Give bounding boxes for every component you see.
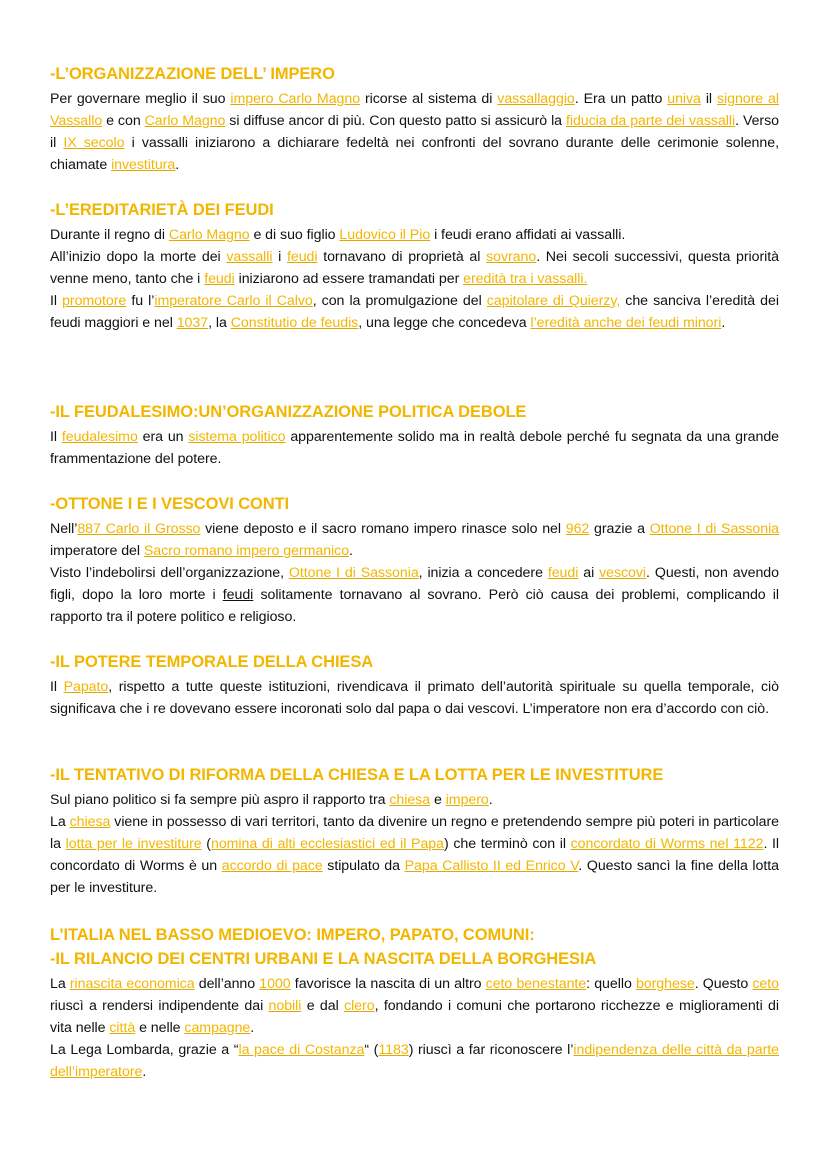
text-run: e <box>430 792 446 808</box>
highlighted-term: nobili <box>268 998 302 1014</box>
highlighted-term: Ottone I di Sassonia <box>288 565 419 581</box>
highlighted-term: 962 <box>565 521 590 537</box>
text-run: e dal <box>301 998 345 1014</box>
paragraph <box>50 224 779 246</box>
paragraph <box>50 518 779 562</box>
text-run: . Questo <box>694 976 753 992</box>
highlighted-term: signore al Vassallo <box>50 91 779 129</box>
highlighted-term: concordato di Worms nel 1122 <box>570 836 764 852</box>
highlighted-term: vassalli <box>226 249 273 265</box>
highlighted-term: 1037 <box>176 315 209 331</box>
text-run: , fondando i comuni che portarono ricchezze e miglioramenti di vita nelle <box>50 998 779 1036</box>
highlighted-term: chiesa <box>69 814 111 830</box>
text-run: La <box>50 814 70 830</box>
text-run: . Nei secoli successivi, questa priorità venne meno, tanto che i <box>50 249 780 287</box>
highlighted-term: vassallaggio <box>497 91 575 107</box>
highlighted-term: feudi <box>547 565 579 581</box>
text-run: ( <box>201 836 211 852</box>
section-heading: -L’ORGANIZZAZIONE DELL’ IMPERO <box>50 65 335 83</box>
highlighted-term: indipendenza delle città da parte dell’imperatore <box>50 1042 779 1080</box>
highlighted-term: ceto benestante <box>485 976 587 992</box>
section-body <box>50 426 779 470</box>
paragraph <box>50 290 779 334</box>
text-run: Il <box>50 293 63 309</box>
text-run: i vassalli iniziarono a dichiarare fedeltà nei confronti del sovrano durante delle cerimonie solenne, chiamate <box>50 135 779 173</box>
paragraph <box>50 973 779 1039</box>
paragraph <box>50 1039 779 1083</box>
text-run: “ ( <box>364 1042 379 1058</box>
text-run: . <box>721 315 726 331</box>
text-run: iniziarono ad essere tramandati per <box>234 271 464 287</box>
highlighted-term: campagne <box>184 1020 251 1036</box>
highlighted-term: investitura <box>111 157 176 173</box>
highlighted-term: sistema politico <box>188 429 286 445</box>
section-organizzazione-impero <box>50 64 779 176</box>
text-run: apparentemente solido ma in realtà debole perché fu segnata da una grande frammentazione del potere. <box>50 429 779 467</box>
section-heading: -OTTONE I E I VESCOVI CONTI <box>50 495 290 513</box>
text-run: . Era un patto <box>574 91 668 107</box>
text-run: . Verso il <box>50 113 779 151</box>
highlighted-term: Papato <box>63 679 109 695</box>
section-subheading: -IL RILANCIO DEI CENTRI URBANI E LA NASCITA DELLA BORGHESIA <box>50 950 597 968</box>
text-run: Visto l’indebolirsi dell’organizzazione, <box>50 565 289 581</box>
paragraph <box>50 246 779 290</box>
text-run: . Questo sancì la fine della lotta per le investiture. <box>50 858 780 896</box>
paragraph <box>50 88 779 176</box>
text-run: . <box>250 1020 255 1036</box>
text-run: Nell’ <box>50 521 78 537</box>
section-heading: -IL TENTATIVO DI RIFORMA DELLA CHIESA E LA LOTTA PER LE INVESTITURE <box>50 766 664 784</box>
text-run: viene in possesso di vari territori, tanto da divenire un regno e pretendendo sempre più poteri in particolare la <box>50 814 779 852</box>
section-ereditarieta-feudi <box>50 200 779 334</box>
highlighted-term: Ottone I di Sassonia <box>649 521 780 537</box>
highlighted-term: impero <box>445 792 489 808</box>
highlighted-term: chiesa <box>389 792 431 808</box>
text-run: e nelle <box>135 1020 185 1036</box>
highlighted-term: la pace di Costanza <box>238 1042 365 1058</box>
text-run: . Il concordato di Worms è un <box>50 836 780 874</box>
section-heading: -IL POTERE TEMPORALE DELLA CHIESA <box>50 653 374 671</box>
highlighted-term: feudi <box>286 249 318 265</box>
highlighted-term: 1183 <box>378 1042 409 1058</box>
text-run: dell’anno <box>194 976 260 992</box>
text-run: . <box>349 543 353 559</box>
text-run: si diffuse ancor di più. Con questo patto si assicurò la <box>225 113 566 129</box>
underlined-term: feudi <box>222 587 254 603</box>
text-run: , rispetto a tutte queste istituzioni, rivendicava il primato dell’autorità spirituale su quella temporale, ciò significava che i re dovevano essere incoronati solo dal papa o dai vescovi. L’imperatore non era d’accordo con ciò. <box>50 679 780 717</box>
text-run: favorisce la nascita di un altro <box>290 976 486 992</box>
highlighted-term: rinascita economica <box>69 976 195 992</box>
text-run: i <box>272 249 287 265</box>
text-run: , inizia a concedere <box>418 565 548 581</box>
highlighted-term: capitolare di Quierzy, <box>486 293 621 309</box>
highlighted-term: clero <box>344 998 375 1014</box>
text-run: i feudi erano affidati ai vassalli. <box>430 227 626 243</box>
highlighted-term: feudalesimo <box>61 429 138 445</box>
text-run: Per governare meglio il suo <box>50 91 231 107</box>
section-body <box>50 224 779 334</box>
text-run: . Questi, non avendo figli, dopo la loro morte i <box>50 565 779 603</box>
highlighted-term: nomina di alti ecclesiastici ed il Papa <box>210 836 444 852</box>
text-run: Il <box>50 429 62 445</box>
highlighted-term: sovrano <box>486 249 537 265</box>
text-run: il <box>700 91 717 107</box>
text-run: imperatore del <box>50 543 144 559</box>
text-run: che sanciva l’eredità dei feudi maggiori e nel <box>50 293 779 331</box>
highlighted-term: ceto <box>752 976 780 992</box>
section-body <box>50 676 779 720</box>
text-run: ai <box>578 565 600 581</box>
text-run: era un <box>137 429 189 445</box>
paragraph <box>50 676 779 720</box>
text-run: riuscì a rendersi indipendente dai <box>50 998 269 1014</box>
text-run: viene deposto e il sacro romano impero rinasce solo nel <box>200 521 566 537</box>
highlighted-term: Sacro romano impero germanico <box>143 543 350 559</box>
text-run: tornavano di proprietà al <box>317 249 487 265</box>
paragraph <box>50 562 779 628</box>
highlighted-term: 887 Carlo il Grosso <box>77 521 201 537</box>
text-run: fu l’ <box>126 293 155 309</box>
section-heading: -L’EREDITARIETÀ DEI FEUDI <box>50 201 274 219</box>
section-heading: L’ITALIA NEL BASSO MEDIOEVO: IMPERO, PAPATO, COMUNI: <box>50 926 535 944</box>
highlighted-term: univa <box>667 91 701 107</box>
highlighted-term: vescovi <box>599 565 647 581</box>
paragraph <box>50 789 779 811</box>
highlighted-term: Ludovico il Pio <box>339 227 431 243</box>
text-run: La Lega Lombarda, grazie a “ <box>50 1042 239 1058</box>
highlighted-term: città <box>109 1020 136 1036</box>
text-run: Il <box>50 679 64 695</box>
text-run: , una legge che concedeva <box>358 315 531 331</box>
text-run: ricorse al sistema di <box>360 91 498 107</box>
text-run: e di suo figlio <box>249 227 340 243</box>
text-run: . <box>488 792 493 808</box>
text-run: grazie a <box>589 521 650 537</box>
text-run: stipulato da <box>322 858 405 874</box>
paragraph <box>50 426 779 470</box>
highlighted-term: borghese <box>635 976 695 992</box>
section-body <box>50 518 779 628</box>
highlighted-term: l’eredità anche dei feudi minori <box>530 315 722 331</box>
text-run: Durante il regno di <box>50 227 169 243</box>
section-heading: -IL FEUDALESIMO:UN’ORGANIZZAZIONE POLITICA DEBOLE <box>50 403 527 421</box>
highlighted-term: promotore <box>62 293 127 309</box>
highlighted-term: accordo di pace <box>221 858 323 874</box>
text-run: . <box>142 1064 147 1080</box>
section-ottone-vescovi-conti <box>50 494 779 628</box>
section-body <box>50 88 779 176</box>
paragraph <box>50 811 779 899</box>
text-run: Sul piano politico si fa sempre più aspro il rapporto tra <box>50 792 390 808</box>
text-run: , la <box>208 315 231 331</box>
highlighted-term: eredità tra i vassalli. <box>463 271 588 287</box>
section-feudalesimo <box>50 402 779 470</box>
highlighted-term: Carlo Magno <box>144 113 226 129</box>
highlighted-term: IX secolo <box>63 135 125 151</box>
highlighted-term: imperatore Carlo il Calvo <box>154 293 313 309</box>
text-run: ) riuscì a far riconoscere l’ <box>408 1042 574 1058</box>
text-run: ) che terminò con il <box>443 836 571 852</box>
section-potere-temporale-chiesa <box>50 652 779 720</box>
section-body <box>50 789 779 899</box>
highlighted-term: Constitutio de feudis <box>230 315 359 331</box>
text-run: : quello <box>586 976 636 992</box>
text-run: . <box>175 157 180 173</box>
highlighted-term: impero Carlo Magno <box>230 91 361 107</box>
highlighted-term: fiducia da parte dei vassalli <box>565 113 736 129</box>
section-lotta-investiture <box>50 765 779 899</box>
text-run: e con <box>102 113 145 129</box>
highlighted-term: feudi <box>204 271 235 287</box>
highlighted-term: Papa Callisto II ed Enrico V <box>404 858 579 874</box>
text-run: La <box>50 976 70 992</box>
text-run: All’inizio dopo la morte dei <box>50 249 227 265</box>
text-run: , con la promulgazione del <box>312 293 487 309</box>
highlighted-term: 1000 <box>259 976 291 992</box>
highlighted-term: lotta per le investiture <box>65 836 202 852</box>
section-body <box>50 973 779 1083</box>
section-italia-basso-medioevo <box>50 925 779 1083</box>
highlighted-term: Carlo Magno <box>168 227 250 243</box>
text-run: solitamente tornavano al sovrano. Però ciò causa dei problemi, complicando il rapporto tra il potere politico e religioso. <box>50 587 779 625</box>
